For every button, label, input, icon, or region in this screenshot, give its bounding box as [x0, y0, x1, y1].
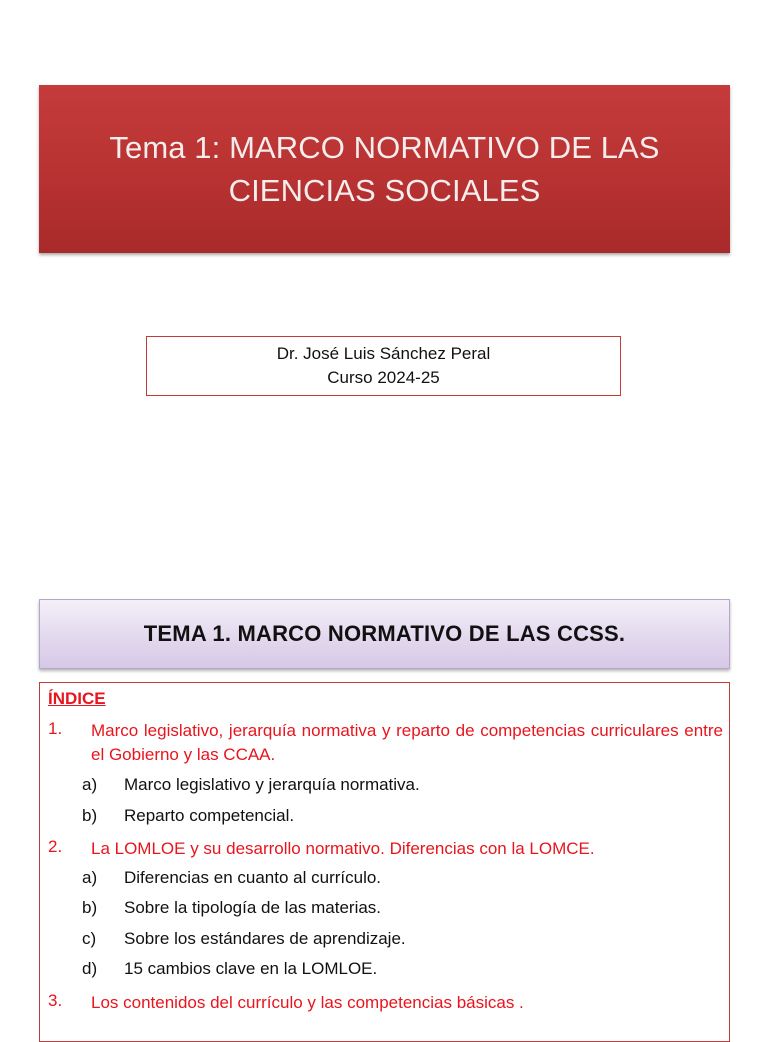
subitem-text: Sobre la tipología de las materias. [124, 898, 382, 917]
index-item-number: 3. [48, 991, 63, 1010]
index-box [39, 682, 730, 1042]
section-header [39, 599, 730, 669]
subitem-text: Marco legislativo y jerarquía normativa. [124, 775, 420, 794]
subitem-text: Reparto competencial. [124, 806, 295, 825]
subitem-letter: b) [82, 806, 98, 825]
title-banner [39, 85, 730, 253]
course-year: Curso 2024-25 [327, 368, 440, 387]
presentation-title: Tema 1: MARCO NORMATIVO DE LAS CIENCIAS SOCIALES [109, 130, 660, 208]
subitem-letter: c) [82, 929, 97, 948]
subitem-letter: a) [82, 868, 98, 887]
index-item-text: Los contenidos del currículo y las competencias básicas . [91, 993, 524, 1012]
subitem-letter: a) [82, 775, 98, 794]
subitem-letter: d) [82, 959, 98, 978]
index-item-number: 2. [48, 837, 63, 856]
section-title: TEMA 1. MARCO NORMATIVO DE LAS CCSS. [143, 621, 626, 646]
index-heading: ÍNDICE [48, 689, 106, 708]
subitem-text: Diferencias en cuanto al currículo. [124, 868, 382, 887]
index-item-text: La LOMLOE y su desarrollo normativo. Diferencias con la LOMCE. [91, 839, 595, 858]
author-box [146, 336, 621, 396]
author-name: Dr. José Luis Sánchez Peral [276, 344, 491, 363]
index-item-text: Marco legislativo, jerarquía normativa y reparto de competencias curriculares entre el Gobierno y las CCAA. [91, 721, 723, 764]
index-item-number: 1. [48, 719, 63, 738]
subitem-text: Sobre los estándares de aprendizaje. [124, 929, 406, 948]
subitem-letter: b) [82, 898, 98, 917]
subitem-text: 15 cambios clave en la LOMLOE. [124, 959, 378, 978]
